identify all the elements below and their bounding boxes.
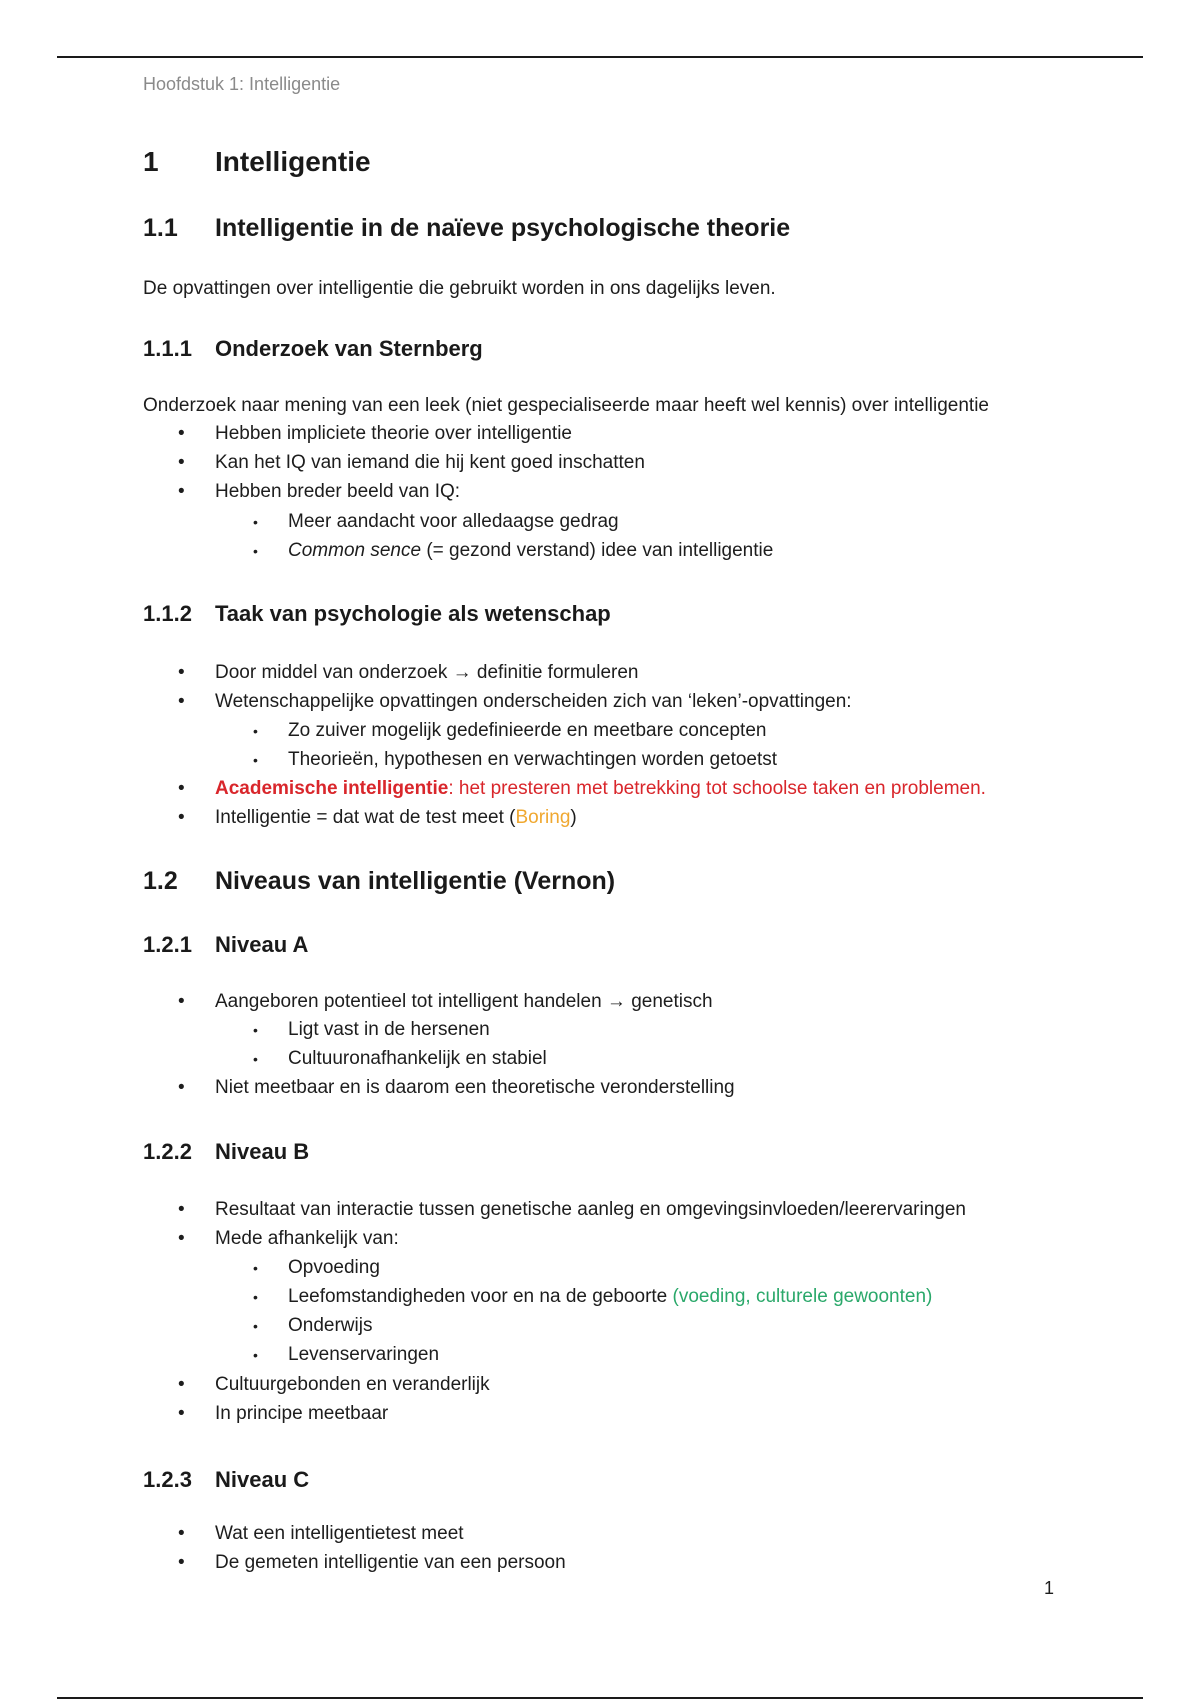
top-rule: [57, 56, 1143, 58]
section-heading-1-1: [143, 214, 790, 243]
subsection-number: 1.2.2: [143, 1139, 192, 1164]
section-number: 1.2: [143, 867, 178, 895]
bullet-icon: •: [178, 1552, 185, 1573]
section-number: 1.1: [143, 214, 178, 242]
bullet-icon: •: [178, 452, 185, 473]
bullet-icon: •: [253, 1022, 258, 1038]
list-item: Aangeboren potentieel tot intelligent handelen → genetisch: [215, 991, 713, 1012]
bullet-icon: •: [178, 1077, 185, 1098]
list-item: Mede afhankelijk van:: [215, 1228, 399, 1249]
subsection-title: Niveau B: [215, 1139, 310, 1164]
subsection-heading-1-2-2: [143, 1139, 309, 1165]
chapter-number: 1: [143, 146, 159, 177]
bullet-icon: •: [178, 481, 185, 502]
bullet-icon: •: [178, 1374, 185, 1395]
bullet-icon: •: [178, 1403, 185, 1424]
list-item: De gemeten intelligentie van een persoon: [215, 1552, 566, 1573]
subsection-number: 1.2.1: [143, 932, 192, 957]
bullet-icon: •: [253, 1260, 258, 1276]
subsection-title: Niveau C: [215, 1467, 310, 1492]
bullet-icon: •: [253, 752, 258, 768]
list-item: Hebben impliciete theorie over intelligentie: [215, 423, 572, 444]
list-subitem: Theorieën, hypothesen en verwachtingen worden getoetst: [288, 749, 778, 770]
section-title: Niveaus van intelligentie (Vernon): [215, 867, 616, 895]
bullet-icon: •: [253, 723, 258, 739]
subsection-number: 1.1.1: [143, 336, 192, 361]
academic-intelligence-term: Academische intelligentie: [215, 778, 449, 799]
bullet-icon: •: [253, 1051, 258, 1067]
common-sense-term: Common sence: [288, 540, 422, 561]
bullet-icon: •: [178, 991, 185, 1012]
bullet-icon: •: [178, 423, 185, 444]
section-1-1-intro: De opvattingen over intelligentie die gebruikt worden in ons dagelijks leven.: [143, 278, 776, 299]
list-subitem: Ligt vast in de hersenen: [288, 1019, 490, 1040]
subsection-title: Onderzoek van Sternberg: [215, 336, 483, 361]
list-item: Hebben breder beeld van IQ:: [215, 481, 461, 502]
subsection-title: Taak van psychologie als wetenschap: [215, 601, 611, 626]
bullet-icon: •: [253, 1318, 258, 1334]
subsection-heading-1-2-1: [143, 932, 308, 958]
subsection-heading-1-2-3: [143, 1467, 309, 1493]
bullet-icon: •: [178, 778, 185, 799]
list-item-text: Leefomstandigheden voor en na de geboorte: [288, 1286, 673, 1307]
subsection-1-1-1-intro: Onderzoek naar mening van een leek (niet gespecialiseerde maar heeft wel kennis) over intelligentie: [143, 395, 989, 416]
page-number: 1: [1044, 1578, 1055, 1598]
bullet-icon: •: [178, 1228, 185, 1249]
bullet-icon: •: [178, 1199, 185, 1220]
list-subitem: Onderwijs: [288, 1315, 373, 1336]
bullet-icon: •: [178, 807, 185, 828]
bullet-icon: •: [253, 514, 258, 530]
subsection-heading-1-1-1: [143, 336, 483, 362]
bullet-icon: •: [178, 691, 185, 712]
list-subitem: [288, 540, 773, 562]
list-item-highlight: [215, 778, 986, 800]
list-subitem: Zo zuiver mogelijk gedefinieerde en meetbare concepten: [288, 720, 767, 741]
list-item-text: ): [570, 807, 577, 828]
list-subitem: Cultuuronafhankelijk en stabiel: [288, 1048, 547, 1069]
list-item: Kan het IQ van iemand die hij kent goed inschatten: [215, 452, 645, 473]
list-item: Resultaat van interactie tussen genetische aanleg en omgevingsinvloeden/leerervaringen: [215, 1199, 966, 1220]
list-item: In principe meetbaar: [215, 1403, 389, 1424]
subsection-title: Niveau A: [215, 932, 309, 957]
list-subitem: Opvoeding: [288, 1257, 380, 1278]
list-item: Wat een intelligentietest meet: [215, 1523, 464, 1544]
bullet-icon: •: [253, 1347, 258, 1363]
list-item-text: Intelligentie = dat wat de test meet (: [215, 807, 516, 828]
chapter-title: Intelligentie: [215, 146, 371, 177]
list-item: Niet meetbaar en is daarom een theoretische veronderstelling: [215, 1077, 735, 1098]
list-item: Door middel van onderzoek → definitie formuleren: [215, 662, 639, 683]
bullet-icon: •: [178, 662, 185, 683]
list-item-note: (voeding, culturele gewoonten): [672, 1286, 933, 1307]
list-item: Cultuurgebonden en veranderlijk: [215, 1374, 490, 1395]
common-sense-explanation: (= gezond verstand) idee van intelligentie: [421, 540, 774, 561]
running-header: Hoofdstuk 1: Intelligentie: [143, 74, 341, 94]
list-subitem: Meer aandacht voor alledaagse gedrag: [288, 511, 619, 532]
section-title: Intelligentie in de naïeve psychologische theorie: [215, 214, 791, 242]
author-name: Boring: [515, 807, 571, 828]
list-subitem: Levenservaringen: [288, 1344, 440, 1365]
subsection-number: 1.1.2: [143, 601, 192, 626]
list-item: [215, 807, 577, 829]
subsection-number: 1.2.3: [143, 1467, 192, 1492]
bottom-rule: [57, 1697, 1143, 1699]
academic-intelligence-definition: : het presteren met betrekking tot schoolse taken en problemen.: [448, 778, 986, 799]
bullet-icon: •: [253, 543, 258, 559]
list-item: Wetenschappelijke opvattingen onderscheiden zich van ‘leken’-opvattingen:: [215, 691, 852, 712]
bullet-icon: •: [253, 1289, 258, 1305]
bullet-icon: •: [178, 1523, 185, 1544]
subsection-heading-1-1-2: [143, 601, 611, 627]
list-subitem: [288, 1286, 932, 1308]
section-heading-1-2: [143, 867, 615, 896]
chapter-heading: [143, 146, 371, 178]
